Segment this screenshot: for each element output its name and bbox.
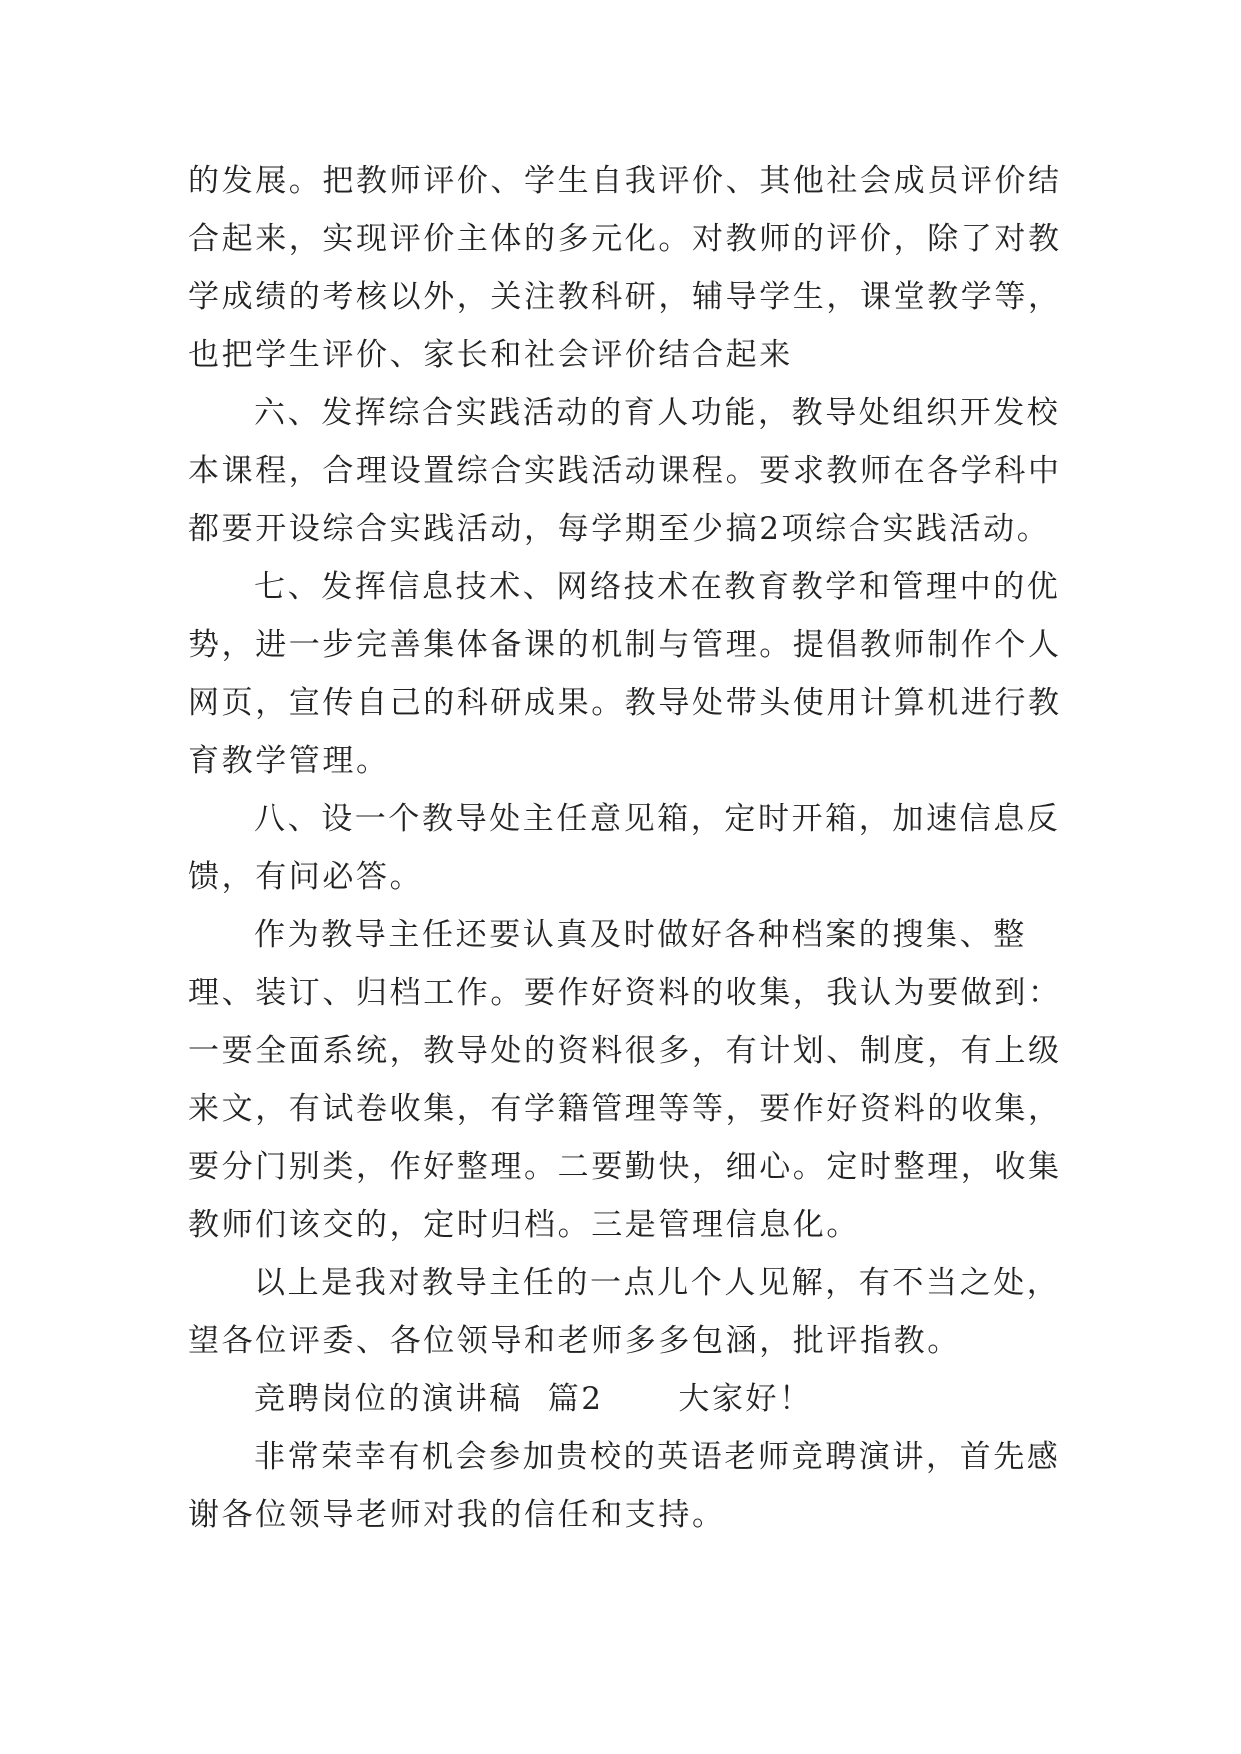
paragraph-item-six: 六、发挥综合实践活动的育人功能，教导处组织开发校本课程，合理设置综合实践活动课程。要求教师在各学科中都要开设综合实践活动，每学期至少搞2项综合实践活动。	[188, 395, 1062, 547]
document-body	[188, 152, 1068, 1544]
paragraph-evaluation: 的发展。把教师评价、学生自我评价、其他社会成员评价结合起来，实现评价主体的多元化。对教师的评价，除了对教学成绩的考核以外，关注教科研，辅导学生，课堂教学等，也把学生评价、家长和社会评价结合起来	[188, 163, 1062, 373]
paragraph-opening: 非常荣幸有机会参加贵校的英语老师竞聘演讲，首先感谢各位领导老师对我的信任和支持。	[188, 1439, 1061, 1533]
section-heading: 竞聘岗位的演讲稿 篇2 大家好！	[254, 1381, 813, 1417]
paragraph-item-seven: 七、发挥信息技术、网络技术在教育教学和管理中的优势，进一步完善集体备课的机制与管理。提倡教师制作个人网页，宣传自己的科研成果。教导处带头使用计算机进行教育教学管理。	[188, 569, 1062, 779]
paragraph-archives: 作为教导主任还要认真及时做好各种档案的搜集、整理、装订、归档工作。要作好资料的收集，我认为要做到：一要全面系统，教导处的资料很多，有计划、制度，有上级来文，有试卷收集，有学籍管理等等，要作好资料的收集，要分门别类，作好整理。二要勤快，细心。定时整理，收集教师们该交的，定时归档。三是管理信息化。	[188, 917, 1062, 1243]
paragraph-item-eight: 八、设一个教导处主任意见箱，定时开箱，加速信息反馈，有问必答。	[188, 801, 1061, 895]
paragraph-closing: 以上是我对教导主任的一点儿个人见解，有不当之处，望各位评委、各位领导和老师多多包涵，批评指教。	[188, 1265, 1061, 1359]
